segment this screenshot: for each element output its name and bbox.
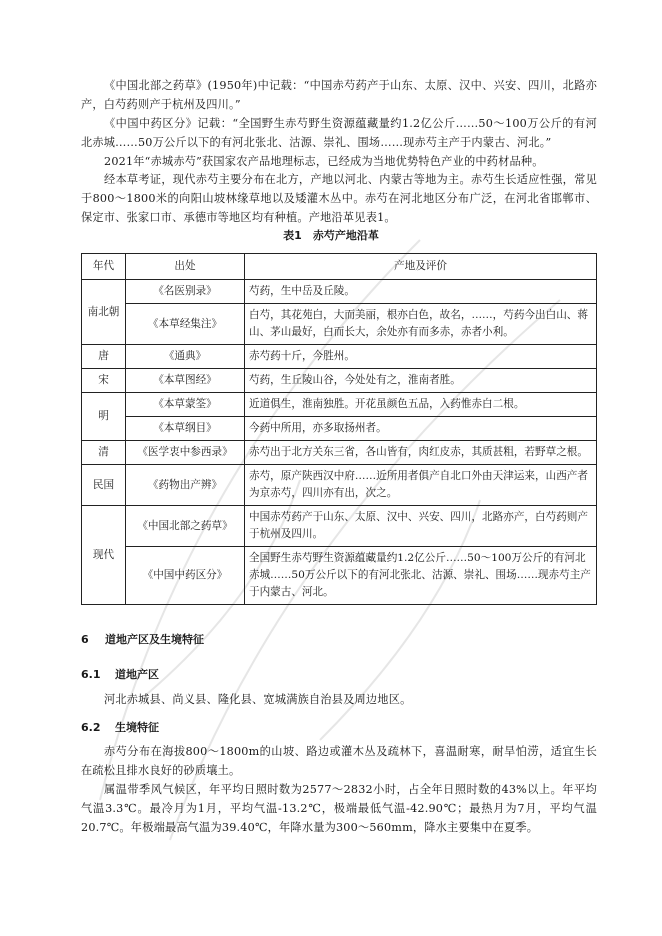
era-cell: 清 — [82, 441, 126, 465]
era-cell: 南北朝 — [82, 280, 126, 345]
evaluation-cell: 中国赤芍药产于山东、太原、汉中、兴安、四川，北路亦产，白芍药则产于杭州及四川。 — [245, 506, 597, 547]
section-title: 生境特征 — [115, 721, 159, 734]
evaluation-cell: 近道俱生，淮南独胜。开花虽颜色五品，入药惟赤白二根。 — [245, 393, 597, 417]
section-6-2-paragraph-2: 属温带季风气候区，年平均日照时数为2577～2832小时，占全年日照时数的43%以上。年平均气温3.3℃。最冷月为1月，平均气温-13.2℃，极端最低气温-42.90℃；最热月为7月，平均气温20.7℃。年极端最高气温为39.40℃，年降水量为300～560mm，降水主要集中在夏季。 — [81, 783, 597, 834]
evaluation-cell: 今药中所用，亦多取扬州者。 — [245, 417, 597, 441]
source-cell: 《本草图经》 — [126, 369, 245, 393]
evaluation-cell: 芍药，生中岳及丘陵。 — [245, 280, 597, 304]
section-number: 6.1 — [81, 668, 101, 681]
section-6-1-text: 河北赤城县、尚义县、隆化县、宽城满族自治县及周边地区。 — [104, 693, 412, 706]
source-cell: 《本草纲目》 — [126, 417, 245, 441]
evaluation-cell: 赤芍，原产陕西汉中府……近所用者俱产自北口外由天津运来，山西产者为京赤芍，四川亦有出，次之。 — [245, 465, 597, 506]
evaluation-cell: 赤芍药十斤，今胜州。 — [245, 345, 597, 369]
source-cell: 《药物出产辨》 — [126, 465, 245, 506]
paragraph-1: 《中国北部之药草》(1950年)中记载：“中国赤芍药产于山东、太原、汉中、兴安、四川，北路亦产，白芍药则产于杭州及四川。” — [81, 79, 597, 111]
source-cell: 《中国中药区分》 — [126, 547, 245, 605]
table-row — [82, 369, 597, 393]
section-title: 道地产区及生境特征 — [105, 633, 204, 646]
section-number: 6 — [81, 633, 89, 646]
source-cell: 《医学衷中参西录》 — [126, 441, 245, 465]
header-era: 年代 — [82, 254, 126, 280]
header-source: 出处 — [126, 254, 245, 280]
table-row — [82, 280, 597, 304]
era-cell: 唐 — [82, 345, 126, 369]
origin-history-table — [81, 253, 597, 605]
evaluation-cell: 芍药，生丘陵山谷，今处处有之，淮南者胜。 — [245, 369, 597, 393]
source-cell: 《本草蒙筌》 — [126, 393, 245, 417]
paragraph-4: 经本草考证，现代赤芍主要分布在北方，产地以河北、内蒙古等地为主。赤芍生长适应性强，常见于800～1800米的向阳山坡林缘草地以及矮灌木丛中。赤芍在河北地区分布广泛，在河北省邯郸市、保定市、张家口市、承德市等地区均有种植。产地沿革见表1。 — [81, 173, 597, 224]
paragraph-2: 《中国中药区分》记载：“全国野生赤芍野生资源蕴藏量约1.2亿公斤……50～100万公斤的有河北赤城……50万公斤以下的有河北张北、沽源、崇礼、围场……现赤芍主产于内蒙古、河北。” — [81, 117, 597, 149]
table-row — [82, 465, 597, 506]
section-title: 道地产区 — [115, 668, 159, 681]
table-caption: 表1 赤芍产地沿革 — [283, 229, 379, 242]
table-header-row — [82, 254, 597, 280]
section-number: 6.2 — [81, 721, 101, 734]
table-row — [82, 547, 597, 605]
table-row — [82, 345, 597, 369]
paragraph-3: 2021年“赤城赤芍”获国家农产品地理标志，已经成为当地优势特色产业的中药材品种。 — [104, 155, 544, 168]
section-6-2-heading — [81, 719, 159, 735]
source-cell: 《名医别录》 — [126, 280, 245, 304]
evaluation-cell: 白芍，其花苑白，大而美丽，根亦白色，故名，……，芍药今出白山、蒋山、茅山最好，白而长大，余处亦有而多赤，赤者小利。 — [245, 304, 597, 345]
era-cell: 民国 — [82, 465, 126, 506]
header-evaluation: 产地及评价 — [245, 254, 597, 280]
table-row — [82, 393, 597, 417]
source-cell: 《通典》 — [126, 345, 245, 369]
evaluation-cell: 全国野生赤芍野生资源蕴藏量约1.2亿公斤……50～100万公斤的有河北赤城……50万公斤以下的有河北张北、沽源、崇礼、围场……现赤芍主产于内蒙古、河北。 — [245, 547, 597, 605]
source-cell: 《本草经集注》 — [126, 304, 245, 345]
era-cell: 明 — [82, 393, 126, 441]
evaluation-cell: 赤芍出于北方关东三省，各山皆有，肉红皮赤，其质甚粗，若野草之根。 — [245, 441, 597, 465]
table-row — [82, 506, 597, 547]
section-6-heading — [81, 631, 204, 647]
era-cell: 宋 — [82, 369, 126, 393]
table-row — [82, 417, 597, 441]
table-row — [82, 441, 597, 465]
section-6-1-heading — [81, 666, 159, 682]
era-cell: 现代 — [82, 506, 126, 605]
table-row — [82, 304, 597, 345]
section-6-2-paragraph-1: 赤芍分布在海拔800～1800m的山坡、路边或灌木丛及疏林下，喜温耐寒，耐旱怕涝，适宜生长在疏松且排水良好的砂质壤土。 — [81, 745, 597, 777]
source-cell: 《中国北部之药草》 — [126, 506, 245, 547]
